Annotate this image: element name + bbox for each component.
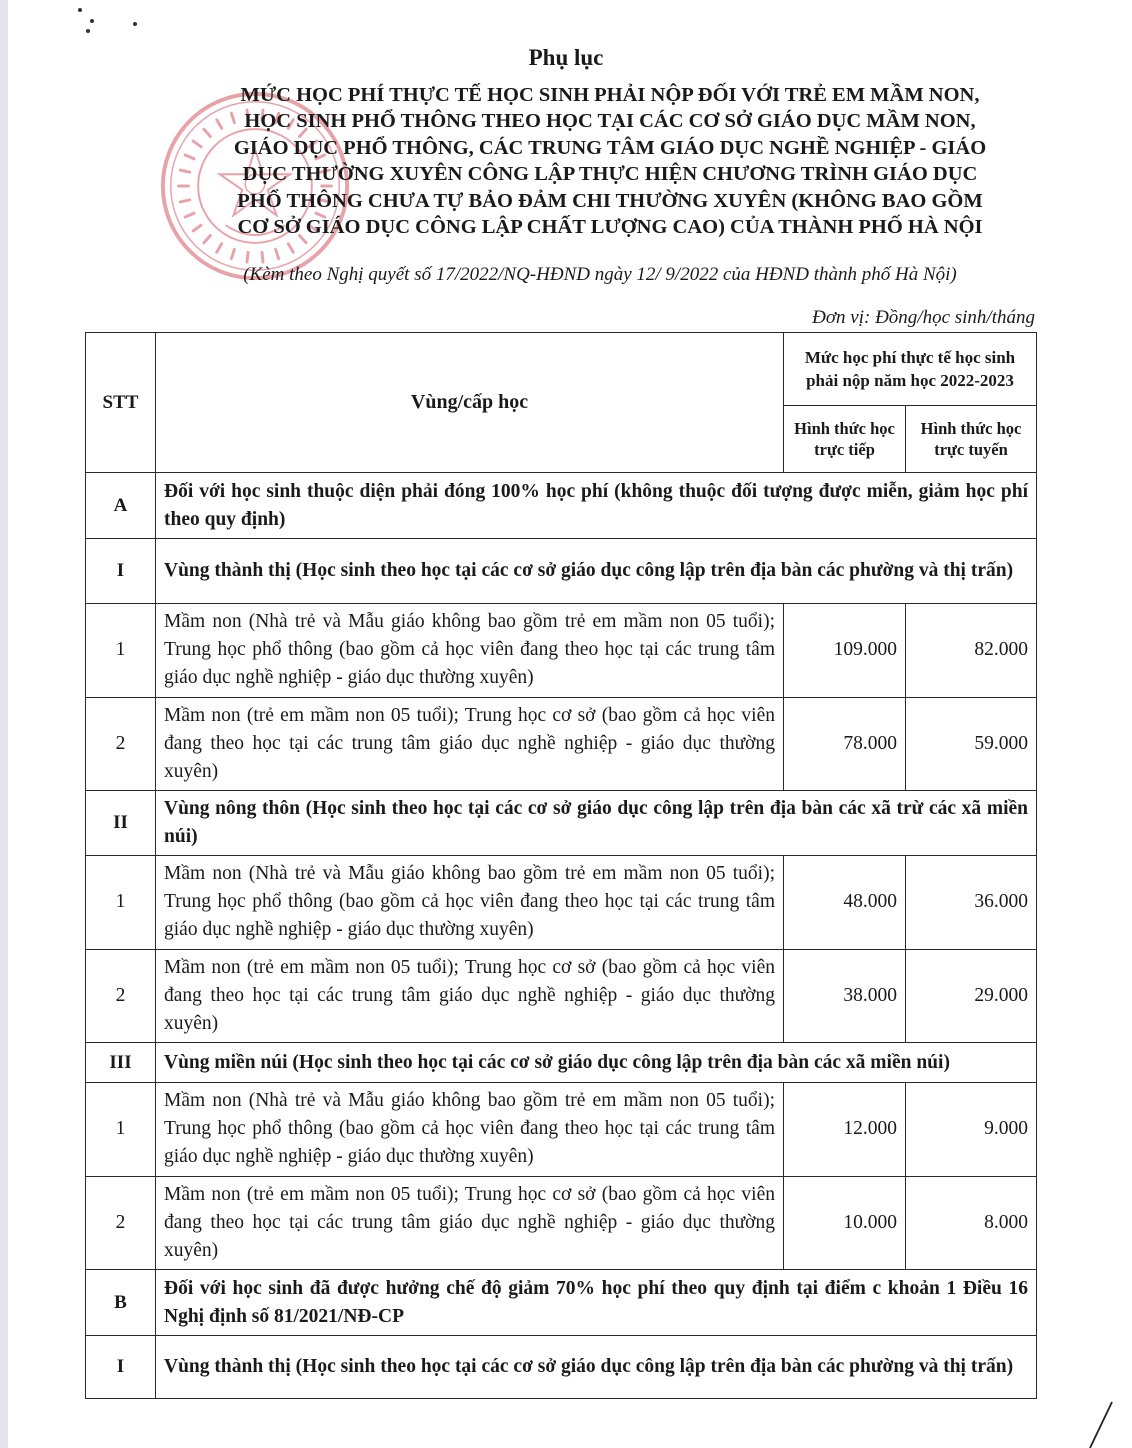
row-stt: 2: [86, 949, 156, 1043]
seal-mark: [231, 249, 234, 258]
row-description: Mầm non (trẻ em mầm non 05 tuổi); Trung học cơ sở (bao gồm cả học viên đang theo học tại các trung tâm giáo dục nghề nghiệp - giáo dục thường xuyên): [156, 949, 784, 1043]
row-stt: 1: [86, 604, 156, 698]
table-row-item: [86, 949, 1037, 1043]
table-row-region: [86, 1043, 1037, 1083]
fee-in-person: 38.000: [784, 949, 906, 1043]
scan-speck: [78, 8, 82, 12]
scan-speck: [133, 22, 137, 26]
heading-line: HỌC SINH PHỔ THÔNG THEO HỌC TẠI CÁC CƠ SỞ GIÁO DỤC MẦM NON,: [244, 110, 976, 133]
seal-mark: [276, 249, 279, 258]
heading-line: GIÁO DỤC PHỔ THÔNG, CÁC TRUNG TÂM GIÁO DỤC NGHỀ NGHIỆP - GIÁO: [233, 136, 987, 159]
header-fee-group: Mức học phí thực tế học sinh phải nộp năm học 2022-2023: [784, 333, 1037, 406]
seal-mark: [288, 244, 293, 252]
heading-line: DỤC THƯỜNG XUYÊN CÔNG LẬP THỰC HIỆN CHƯƠNG TRÌNH GIÁO DỤC: [242, 163, 978, 186]
row-description: Vùng thành thị (Học sinh theo học tại các cơ sở giáo dục công lập trên địa bàn các phường và thị trấn): [156, 1336, 1037, 1399]
fee-in-person: 12.000: [784, 1083, 906, 1177]
fee-online: 8.000: [906, 1176, 1037, 1270]
table-row-item: [86, 604, 1037, 698]
table-row-item: [86, 697, 1037, 791]
row-description: Mầm non (trẻ em mầm non 05 tuổi); Trung học cơ sở (bao gồm cả học viên đang theo học tại các trung tâm giáo dục nghề nghiệp - giáo dục thường xuyên): [156, 1176, 784, 1270]
row-description: Đối với học sinh đã được hưởng chế độ giảm 70% học phí theo quy định tại điểm c khoản 1 Điều 16 Nghị định số 81/2021/NĐ-CP: [156, 1270, 1037, 1336]
row-stt: I: [86, 539, 156, 604]
signature-stroke: [1080, 1400, 1120, 1448]
row-stt: 2: [86, 1176, 156, 1270]
scan-edge: [0, 0, 8, 1448]
header-in-person: Hình thức học trực tiếp: [784, 406, 906, 473]
table-row-section: [86, 473, 1037, 539]
fee-in-person: 109.000: [784, 604, 906, 698]
heading-line: CƠ SỞ GIÁO DỤC CÔNG LẬP CHẤT LƯỢNG CAO) CỦA THÀNH PHỐ HÀ NỘI: [237, 215, 983, 238]
table-row-item: [86, 1176, 1037, 1270]
table-row-section: [86, 1270, 1037, 1336]
row-description: Vùng thành thị (Học sinh theo học tại các cơ sở giáo dục công lập trên địa bàn các phường và thị trấn): [156, 539, 1037, 604]
table-row-region: [86, 539, 1037, 604]
header-online: Hình thức học trực tuyến: [906, 406, 1037, 473]
document-title: Phụ lục: [528, 45, 604, 70]
fee-in-person: 10.000: [784, 1176, 906, 1270]
row-stt: A: [86, 473, 156, 539]
row-stt: II: [86, 791, 156, 856]
table-row-item: [86, 1083, 1037, 1177]
table-row-region: [86, 1336, 1037, 1399]
row-description: Mầm non (Nhà trẻ và Mẫu giáo không bao gồm trẻ em mầm non 05 tuổi); Trung học phổ thông (bao gồm cả học viên đang theo học tại các trung tâm giáo dục nghề nghiệp - giáo dục thường xuyên): [156, 604, 784, 698]
fee-in-person: 78.000: [784, 697, 906, 791]
row-stt: 2: [86, 697, 156, 791]
row-stt: 1: [86, 1083, 156, 1177]
row-stt: B: [86, 1270, 156, 1336]
row-description: Vùng nông thôn (Học sinh theo học tại các cơ sở giáo dục công lập trên địa bàn các xã trừ các xã miền núi): [156, 791, 1037, 856]
seal-mark: [247, 252, 248, 262]
fee-online: 36.000: [906, 856, 1037, 950]
row-stt: III: [86, 1043, 156, 1083]
document-heading: [150, 82, 1070, 240]
scan-speck: [90, 19, 94, 23]
fee-online: 29.000: [906, 949, 1037, 1043]
row-description: Mầm non (Nhà trẻ và Mẫu giáo không bao gồm trẻ em mầm non 05 tuổi); Trung học phổ thông (bao gồm cả học viên đang theo học tại các trung tâm giáo dục nghề nghiệp - giáo dục thường xuyên): [156, 856, 784, 950]
table-row-item: [86, 856, 1037, 950]
fee-online: 59.000: [906, 697, 1037, 791]
document-subtitle: (Kèm theo Nghị quyết số 17/2022/NQ-HĐND ngày 12/ 9/2022 của HĐND thành phố Hà Nội): [243, 264, 957, 285]
row-description: Mầm non (trẻ em mầm non 05 tuổi); Trung học cơ sở (bao gồm cả học viên đang theo học tại các trung tâm giáo dục nghề nghiệp - giáo dục thường xuyên): [156, 697, 784, 791]
fee-online: 82.000: [906, 604, 1037, 698]
row-stt: I: [86, 1336, 156, 1399]
table-row-region: [86, 791, 1037, 856]
row-description: Đối với học sinh thuộc diện phải đóng 100% học phí (không thuộc đối tượng được miễn, giảm học phí theo quy định): [156, 473, 1037, 539]
row-description: Vùng miền núi (Học sinh theo học tại các cơ sở giáo dục công lập trên địa bàn các xã miền núi): [156, 1043, 1037, 1083]
tuition-fee-table: [85, 332, 1037, 1399]
fee-in-person: 48.000: [784, 856, 906, 950]
heading-line: PHỔ THÔNG CHƯA TỰ BẢO ĐẢM CHI THƯỜNG XUYÊN (KHÔNG BAO GỒM: [237, 189, 983, 212]
fee-online: 9.000: [906, 1083, 1037, 1177]
seal-mark: [217, 244, 222, 252]
unit-label: Đơn vị: Đồng/học sinh/tháng: [812, 307, 1035, 328]
heading-line: MỨC HỌC PHÍ THỰC TẾ HỌC SINH PHẢI NỘP ĐỐI VỚI TRẺ EM MẦM NON,: [240, 84, 980, 106]
row-description: Mầm non (Nhà trẻ và Mẫu giáo không bao gồm trẻ em mầm non 05 tuổi); Trung học phổ thông (bao gồm cả học viên đang theo học tại các trung tâm giáo dục nghề nghiệp - giáo dục thường xuyên): [156, 1083, 784, 1177]
header-stt: STT: [86, 333, 156, 473]
row-stt: 1: [86, 856, 156, 950]
scan-speck: [86, 29, 90, 33]
header-level: Vùng/cấp học: [156, 333, 784, 473]
seal-mark: [262, 252, 263, 262]
